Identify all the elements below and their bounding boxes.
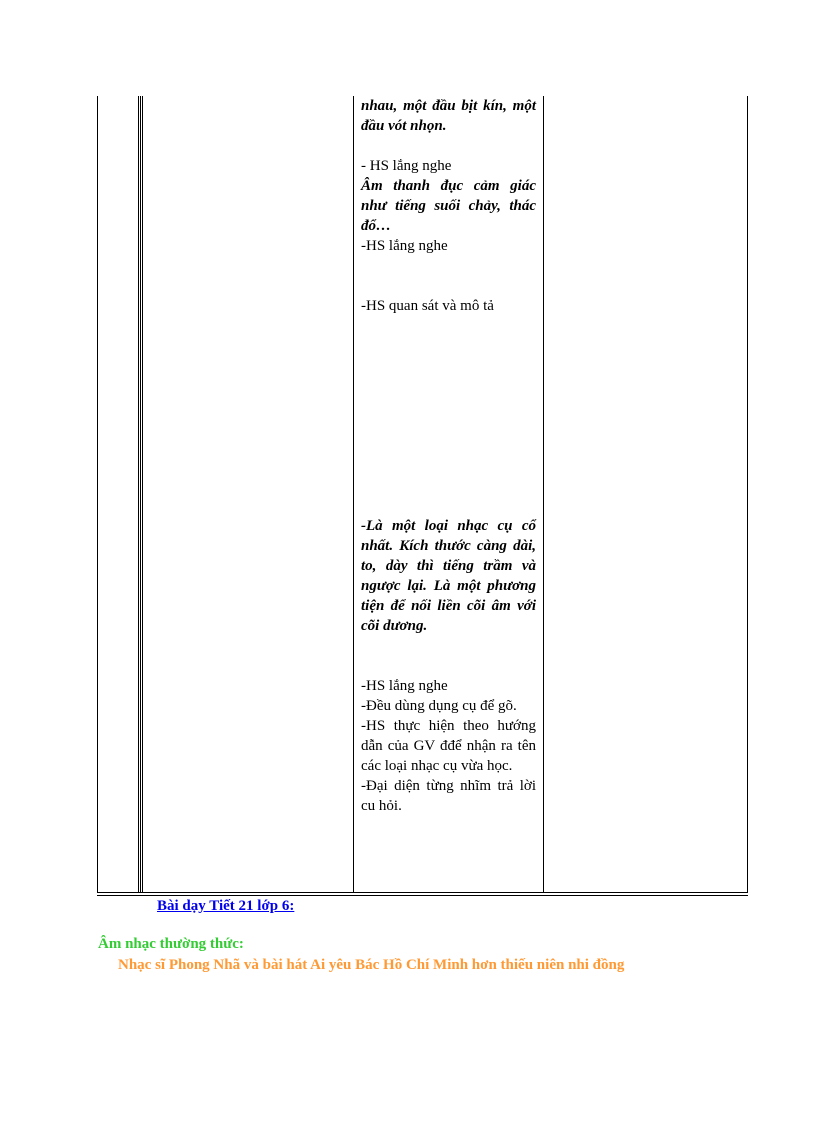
text-line: -HS quan sát và mô tả xyxy=(361,298,494,314)
section-title: Âm nhạc thường thức: xyxy=(98,936,244,952)
table-column-divider xyxy=(543,96,544,895)
table-border-left xyxy=(97,96,98,895)
text-line: -HS lắng nghe xyxy=(361,238,448,254)
table-column-divider xyxy=(140,96,143,895)
table-column-divider xyxy=(138,96,139,895)
lesson-link[interactable]: Bài dạy Tiết 21 lớp 6: xyxy=(157,898,295,914)
text-line: -HS thực hiện theo hướng dẫn của GV đđể nhận ra tên các loại nhạc cụ vừa học. xyxy=(361,718,536,774)
text-line: Âm thanh đục cảm giác như tiếng suối chảy, thác đổ… xyxy=(361,178,536,234)
table-border-bottom xyxy=(97,892,748,896)
text-line: -Đại diện từng nhĩm trả lời cu hỏi. xyxy=(361,778,536,814)
text-line: nhau, một đầu bịt kín, một đầu vót nhọn. xyxy=(361,98,536,134)
text-line: -HS lắng nghe xyxy=(361,678,448,694)
student-activity-cell xyxy=(361,96,536,816)
table-border-right xyxy=(747,96,748,895)
text-line: -Đều dùng dụng cụ để gõ. xyxy=(361,698,517,714)
text-line: - HS lắng nghe xyxy=(361,158,452,174)
table-column-divider xyxy=(353,96,354,895)
text-line: -Là một loại nhạc cụ cổ nhất. Kích thước càng dài, to, dày thì tiếng trầm và ngược lại. Là một phương tiện để nối liền cõi âm với cõi dương. xyxy=(361,518,536,634)
section-subtitle: Nhạc sĩ Phong Nhã và bài hát Ai yêu Bác Hồ Chí Minh hơn thiếu niên nhi đồng xyxy=(118,957,625,973)
